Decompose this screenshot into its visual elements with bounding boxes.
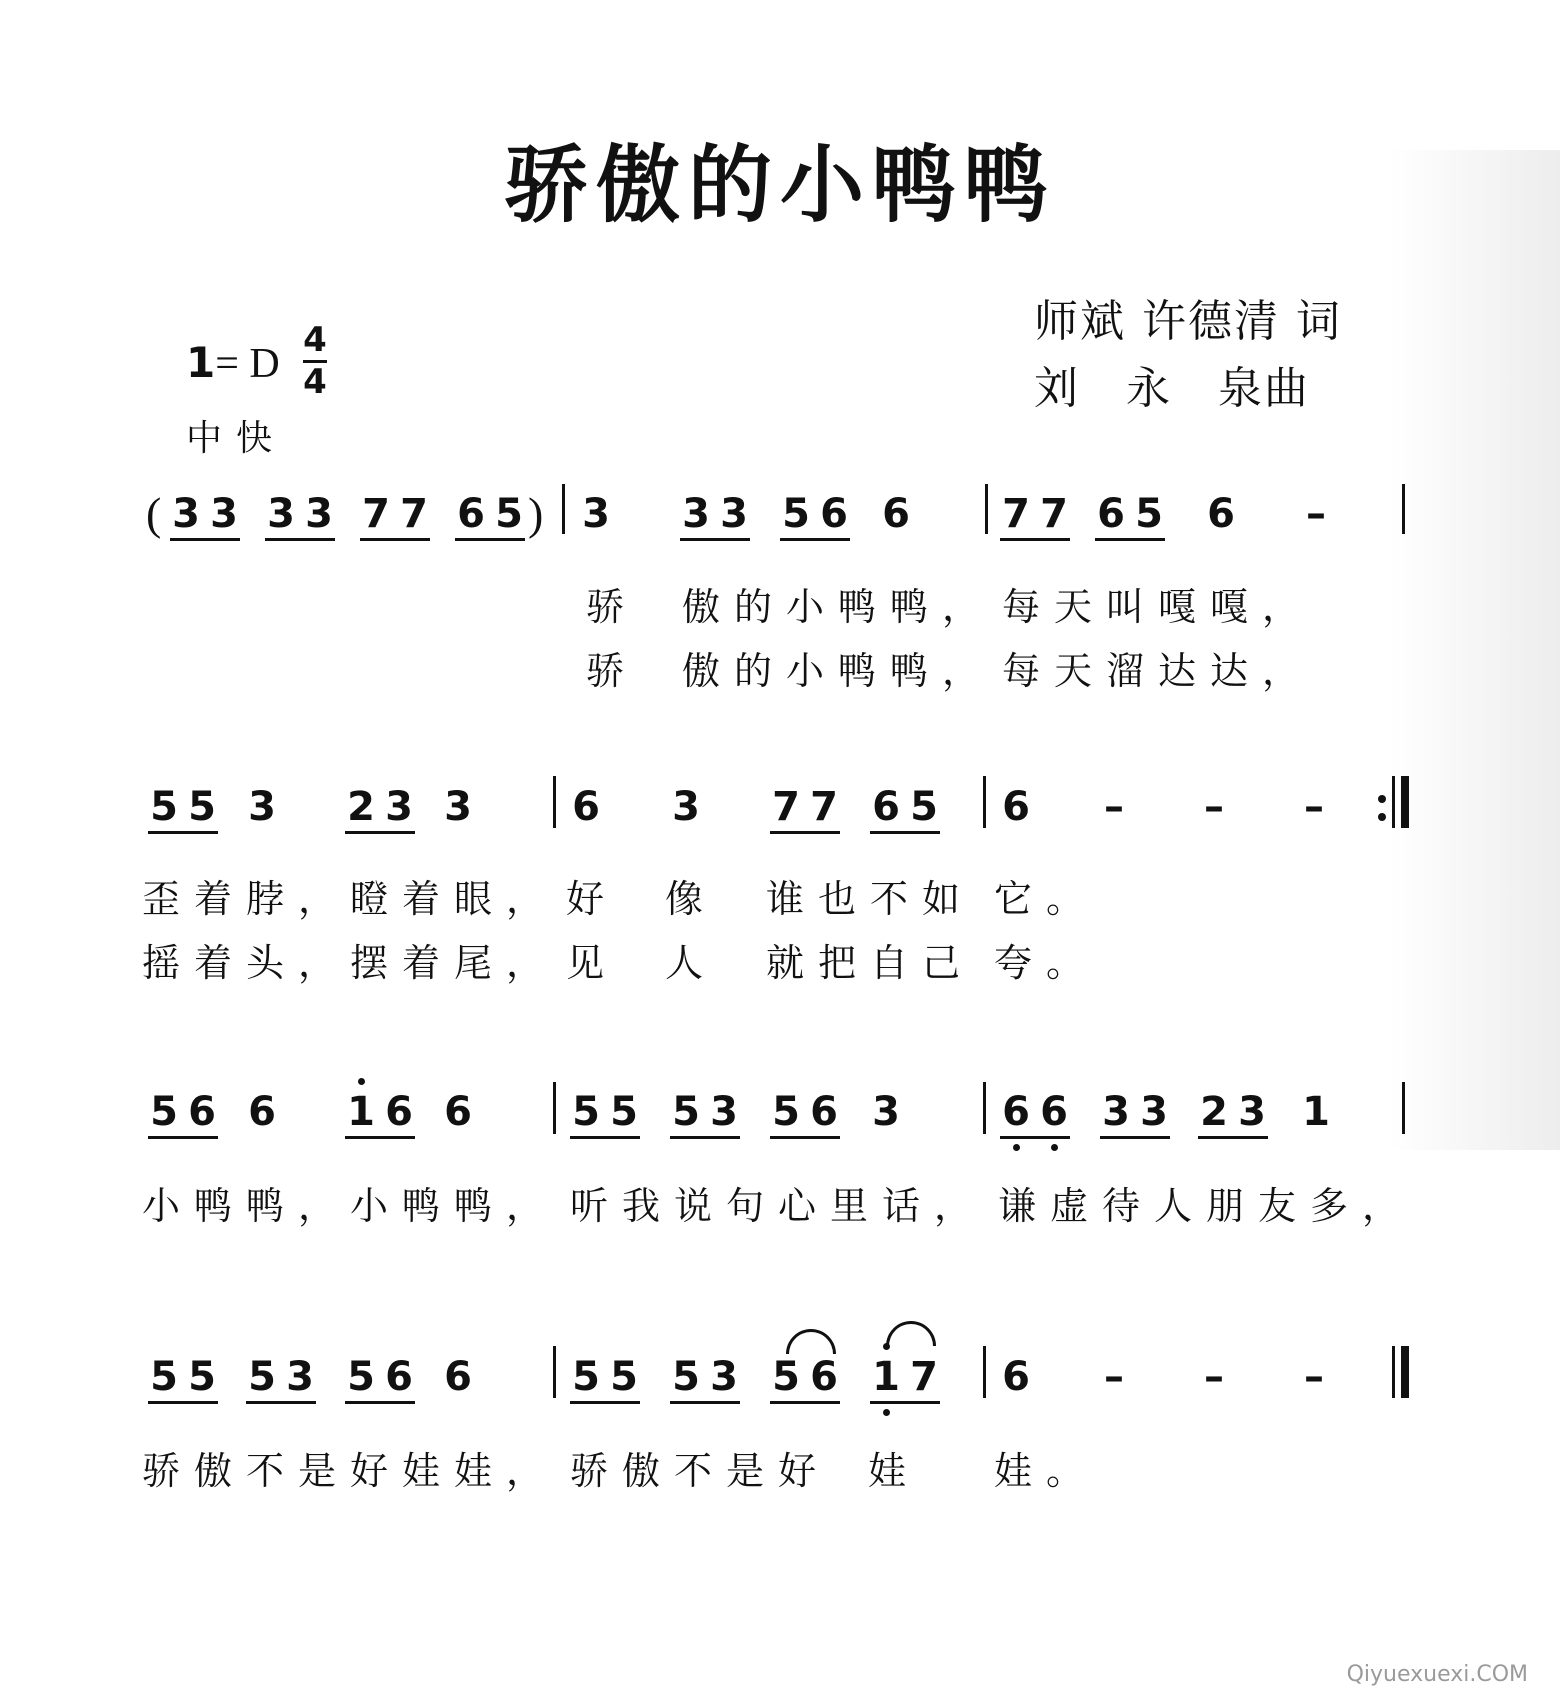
time-signature-top: 4 — [303, 320, 327, 360]
lyric: 骄傲不是好娃娃， — [142, 1449, 559, 1493]
key-prefix: 1 — [186, 338, 216, 387]
note: 6 — [1097, 491, 1125, 537]
paren-close: ) — [528, 488, 544, 539]
note-underline — [455, 538, 525, 541]
note: 3 — [385, 784, 413, 830]
note: 5 — [347, 1354, 375, 1400]
note: 7 — [910, 1354, 938, 1400]
note-underline — [170, 538, 240, 541]
note-underline — [1198, 1136, 1268, 1139]
note: 5 — [672, 1354, 700, 1400]
note: – — [1304, 784, 1324, 830]
note: 7 — [810, 784, 838, 830]
note-underline — [680, 538, 750, 541]
lyric: 夸。 — [994, 941, 1099, 985]
bar-line — [983, 1346, 986, 1398]
note: 7 — [362, 491, 390, 537]
note: 5 — [772, 1354, 800, 1400]
note: 6 — [572, 784, 600, 830]
note: 3 — [582, 491, 610, 537]
note: – — [1204, 784, 1224, 830]
note: – — [1104, 784, 1124, 830]
note: 7 — [1040, 491, 1068, 537]
lyric: 娃。 — [994, 1449, 1099, 1493]
note: 5 — [782, 491, 810, 537]
lyric: 人 — [665, 941, 718, 985]
note: 5 — [772, 1089, 800, 1135]
note-underline — [870, 1401, 940, 1404]
lyric: 谦虚待人朋友多， — [998, 1184, 1415, 1228]
note-underline — [246, 1401, 316, 1404]
note: 3 — [305, 491, 333, 537]
note: 5 — [572, 1354, 600, 1400]
note: 5 — [610, 1089, 638, 1135]
lyric: 傲的小鸭鸭， — [682, 585, 995, 629]
lyric: 摇着头，摆着尾， — [142, 941, 559, 985]
bar-line — [1402, 484, 1405, 534]
note-underline — [360, 538, 430, 541]
lyric: 骄傲不是好 — [570, 1449, 831, 1493]
page-shadow — [1390, 150, 1560, 1150]
note: 6 — [820, 491, 848, 537]
note: 5 — [188, 1354, 216, 1400]
note: 5 — [910, 784, 938, 830]
note: 5 — [572, 1089, 600, 1135]
note: 7 — [772, 784, 800, 830]
note: 6 — [457, 491, 485, 537]
note: 3 — [872, 1089, 900, 1135]
lyric: 就把自己 — [766, 941, 975, 985]
bar-line — [562, 484, 565, 534]
song-title: 骄傲的小鸭鸭 — [503, 135, 1056, 234]
note: 1 — [872, 1354, 900, 1400]
note: 5 — [610, 1354, 638, 1400]
lyric: 谁也不如 — [766, 877, 975, 921]
note: 6 — [248, 1089, 276, 1135]
note: 6 — [1002, 1354, 1030, 1400]
lyric: 像 — [665, 877, 718, 921]
note: 3 — [267, 491, 295, 537]
high-octave-dot — [358, 1078, 365, 1085]
lyric: 小鸭鸭，小鸭鸭， — [142, 1184, 559, 1228]
lyricist-credit: 师斌 许德清 词 — [1034, 296, 1342, 347]
note-underline — [1095, 538, 1165, 541]
tie-slur — [786, 1329, 836, 1354]
note: 6 — [872, 784, 900, 830]
lyric: 骄 — [586, 649, 639, 693]
low-octave-dot — [883, 1409, 890, 1416]
key-equals: = — [215, 341, 239, 387]
lyric: 好 — [566, 877, 619, 921]
bar-line — [553, 1082, 556, 1134]
note: 3 — [248, 784, 276, 830]
note: 1 — [1302, 1089, 1330, 1135]
note-underline — [770, 1136, 840, 1139]
note: – — [1304, 1354, 1324, 1400]
bar-line — [983, 1082, 986, 1134]
note-underline — [1000, 1136, 1070, 1139]
lyric: 每天溜达达， — [1002, 649, 1315, 693]
note: 3 — [710, 1354, 738, 1400]
bar-line — [985, 484, 988, 534]
note-underline — [148, 1136, 218, 1139]
note-underline — [670, 1136, 740, 1139]
note-underline — [345, 1401, 415, 1404]
note: 2 — [1200, 1089, 1228, 1135]
time-signature-bottom: 4 — [303, 362, 327, 402]
bar-line — [983, 776, 986, 828]
lyric: 娃 — [868, 1449, 921, 1493]
note: 3 — [710, 1089, 738, 1135]
note-underline — [870, 831, 940, 834]
note: 6 — [1002, 784, 1030, 830]
note-underline — [265, 538, 335, 541]
low-octave-dot — [1013, 1144, 1020, 1151]
lyric: 骄 — [586, 585, 639, 629]
repeat-dot — [1378, 813, 1386, 821]
note: 1 — [347, 1089, 375, 1135]
note: 3 — [1102, 1089, 1130, 1135]
note: 3 — [720, 491, 748, 537]
tie-slur — [886, 1321, 936, 1346]
note-underline — [345, 1136, 415, 1139]
note: 5 — [150, 784, 178, 830]
note-underline — [770, 1401, 840, 1404]
note: 6 — [444, 1354, 472, 1400]
low-octave-dot — [1051, 1144, 1058, 1151]
lyric: 歪着脖，瞪着眼， — [142, 877, 559, 921]
note-underline — [148, 831, 218, 834]
note-underline — [780, 538, 850, 541]
note-underline — [345, 831, 415, 834]
note: 5 — [188, 784, 216, 830]
note: 3 — [1238, 1089, 1266, 1135]
note: 6 — [385, 1354, 413, 1400]
note: 6 — [188, 1089, 216, 1135]
note: 6 — [385, 1089, 413, 1135]
note-underline — [148, 1401, 218, 1404]
paren-open: ( — [146, 488, 162, 539]
note: 6 — [1207, 491, 1235, 537]
note: 3 — [210, 491, 238, 537]
bar-line — [1392, 1346, 1395, 1398]
note: 6 — [1002, 1089, 1030, 1135]
note-underline — [670, 1401, 740, 1404]
note: 5 — [248, 1354, 276, 1400]
note: – — [1306, 491, 1326, 537]
note: 3 — [672, 784, 700, 830]
note: – — [1204, 1354, 1224, 1400]
note: 5 — [150, 1089, 178, 1135]
key-signature — [186, 338, 280, 388]
note: 6 — [444, 1089, 472, 1135]
watermark: Qiyuexuexi.COM — [1346, 1662, 1528, 1687]
note: 3 — [172, 491, 200, 537]
lyric: 见 — [566, 941, 619, 985]
note: 6 — [1040, 1089, 1068, 1135]
note: 6 — [810, 1089, 838, 1135]
note: 5 — [495, 491, 523, 537]
note: 2 — [347, 784, 375, 830]
final-bar-line — [1401, 1346, 1409, 1398]
note-underline — [570, 1136, 640, 1139]
key-note: D — [249, 341, 280, 387]
note-underline — [770, 831, 840, 834]
lyric: 每天叫嘎嘎， — [1002, 585, 1315, 629]
note: 6 — [810, 1354, 838, 1400]
lyric: 听我说句心里话， — [570, 1184, 987, 1228]
note: 3 — [1140, 1089, 1168, 1135]
note: 7 — [400, 491, 428, 537]
note: 3 — [444, 784, 472, 830]
bar-line — [553, 1346, 556, 1398]
note: – — [1104, 1354, 1124, 1400]
note: 5 — [1135, 491, 1163, 537]
note-underline — [1000, 538, 1070, 541]
note: 3 — [682, 491, 710, 537]
note: 5 — [672, 1089, 700, 1135]
tempo-marking: 中快 — [186, 418, 287, 459]
note: 3 — [286, 1354, 314, 1400]
note: 6 — [882, 491, 910, 537]
final-bar-line — [1401, 776, 1409, 828]
lyric: 傲的小鸭鸭， — [682, 649, 995, 693]
repeat-dot — [1378, 795, 1386, 803]
bar-line — [1392, 776, 1395, 828]
note: 5 — [150, 1354, 178, 1400]
bar-line — [553, 776, 556, 828]
composer-credit: 刘 永 泉曲 — [1034, 363, 1310, 414]
bar-line — [1402, 1082, 1405, 1134]
note: 7 — [1002, 491, 1030, 537]
note-underline — [1100, 1136, 1170, 1139]
note-underline — [570, 1401, 640, 1404]
lyric: 它。 — [994, 877, 1099, 921]
